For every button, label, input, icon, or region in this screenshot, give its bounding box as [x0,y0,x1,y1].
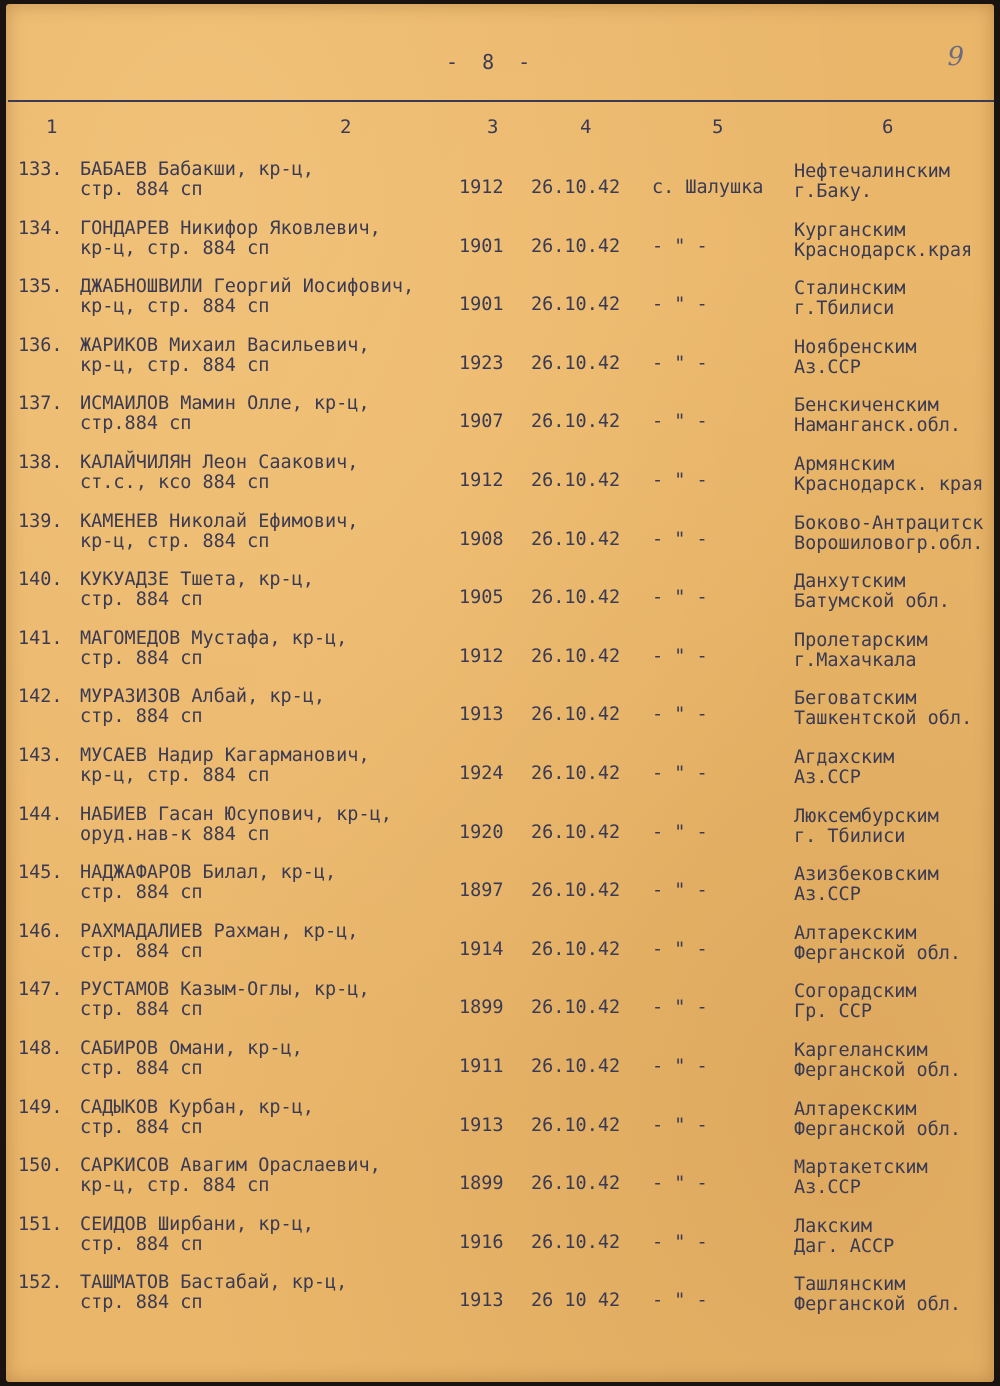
record-district: Боково-Антрацитск [794,512,984,534]
table-row [6,215,994,274]
record-date: 26.10.42 [531,1055,621,1077]
record-number: 146. [18,920,63,942]
record-name: МАГОМЕДОВ Мустафа, кр-ц, [80,627,348,649]
record-date: 26.10.42 [531,821,621,843]
record-region: Ферганской обл. [794,1059,962,1081]
record-district: Каргеланским [794,1039,928,1061]
record-region: г. Тбилиси [794,825,906,847]
record-region: Гр. ССР [794,1001,872,1023]
record-date: 26.10.42 [531,587,621,609]
record-region: Даг. АССР [794,1235,895,1257]
record-date: 26.10.42 [531,762,621,784]
record-number: 152. [18,1272,63,1294]
document-page [6,4,994,1382]
table-row [6,625,994,684]
column-header-3: 3 [487,116,499,138]
record-name: САБИРОВ Омани, кр-ц, [80,1037,303,1059]
record-place: - " - [652,1055,708,1077]
table-row [6,390,994,449]
record-number: 145. [18,862,63,884]
record-birth-year: 1897 [459,880,504,902]
table-row [6,1152,994,1211]
record-name: РАХМАДАЛИЕВ Рахман, кр-ц, [80,920,359,942]
record-place: - " - [652,469,708,491]
record-unit: кр-ц, стр. 884 сп [80,764,270,786]
record-name: ДЖАБНОШВИЛИ Георгий Иосифович, [80,276,415,298]
record-region: Ферганской обл. [794,1294,962,1316]
record-place: - " - [652,235,708,257]
record-date: 26.10.42 [531,411,621,433]
record-date: 26.10.42 [531,645,621,667]
table-row [6,273,994,332]
record-place: - " - [652,821,708,843]
record-birth-year: 1912 [459,469,504,491]
record-birth-year: 1901 [459,294,504,316]
record-unit: кр-ц, стр. 884 сп [80,237,270,259]
record-birth-year: 1923 [459,352,504,374]
record-date: 26.10.42 [531,1114,621,1136]
column-header-1: 1 [46,116,58,138]
record-region: Аз.ССР [794,766,861,788]
table-row [6,1211,994,1270]
record-unit: стр. 884 сп [80,1292,203,1314]
table-row [6,156,994,215]
record-number: 134. [18,217,63,239]
record-place: - " - [652,938,708,960]
record-name: МУСАЕВ Надир Кагарманович, [80,744,370,766]
record-name: КУКУАДЗЕ Тшета, кр-ц, [80,569,314,591]
record-place: - " - [652,997,708,1019]
table-row [6,918,994,977]
record-place: - " - [652,1231,708,1253]
records-list [6,156,994,1328]
record-unit: стр. 884 сп [80,706,203,728]
record-number: 147. [18,979,63,1001]
record-place: - " - [652,411,708,433]
record-number: 142. [18,686,63,708]
table-row [6,566,994,625]
record-name: РУСТАМОВ Казым-Оглы, кр-ц, [80,979,370,1001]
record-region: Наманганск.обл. [794,415,962,437]
record-number: 133. [18,159,63,180]
record-number: 137. [18,393,63,415]
column-header-row [6,116,994,142]
record-date: 26.10.42 [531,352,621,374]
header-rule [8,100,994,102]
record-birth-year: 1912 [459,177,504,198]
record-district: Алтарекским [794,922,917,944]
record-region: Аз.ССР [794,884,861,906]
table-row [6,1094,994,1153]
record-number: 138. [18,451,63,473]
record-place: - " - [652,1173,708,1195]
record-unit: стр. 884 сп [80,589,203,611]
record-region: Батумской обл. [794,591,950,613]
record-name: ЖАРИКОВ Михаил Васильевич, [80,334,370,356]
record-unit: стр. 884 сп [80,1233,203,1255]
record-district: Алтарекским [794,1098,917,1120]
record-region: Краснодарск. края [794,473,984,495]
record-region: Краснодарск.края [794,239,973,261]
record-number: 149. [18,1096,63,1118]
record-name: САРКИСОВ Авагим Ораслаевич, [80,1155,381,1177]
record-number: 141. [18,627,63,649]
record-place: - " - [652,294,708,316]
record-birth-year: 1912 [459,645,504,667]
column-header-5: 5 [712,116,724,138]
record-region: г.Баку. [794,181,872,202]
record-date: 26.10.42 [531,235,621,257]
record-region: Ворошиловогр.обл. [794,532,984,554]
record-district: Ноябренским [794,336,917,358]
record-number: 148. [18,1037,63,1059]
record-district: Беговатским [794,688,917,710]
record-region: г.Тбилиси [794,298,895,320]
record-district: Пролетарским [794,629,928,651]
page-number: - 8 - [446,50,537,74]
record-place: с. Шалушка [652,177,764,198]
record-date: 26.10.42 [531,294,621,316]
record-unit: стр. 884 сп [80,999,203,1021]
record-region: г.Махачкала [794,649,917,671]
table-row [6,683,994,742]
record-district: Сталинским [794,278,906,300]
record-name: НАБИЕВ Гасан Юсупович, кр-ц, [80,803,392,825]
record-place: - " - [652,1290,708,1312]
record-name: СЕИДОВ Ширбани, кр-ц, [80,1213,314,1235]
record-unit: стр. 884 сп [80,940,203,962]
record-date: 26.10.42 [531,997,621,1019]
record-place: - " - [652,587,708,609]
record-place: - " - [652,704,708,726]
record-date: 26.10.42 [531,938,621,960]
table-row [6,1269,994,1328]
record-name: МУРАЗИЗОВ Албай, кр-ц, [80,686,326,708]
record-date: 26.10.42 [531,1173,621,1195]
record-birth-year: 1899 [459,997,504,1019]
record-unit: оруд.нав-к 884 сп [80,823,270,845]
column-header-6: 6 [882,116,894,138]
record-district: Люксембурским [794,805,939,827]
record-birth-year: 1905 [459,587,504,609]
record-birth-year: 1911 [459,1055,504,1077]
record-region: Ферганской обл. [794,1118,962,1140]
record-place: - " - [652,880,708,902]
column-header-4: 4 [580,116,592,138]
table-row [6,859,994,918]
record-district: Ташлянским [794,1274,906,1296]
table-row [6,976,994,1035]
record-unit: стр. 884 сп [80,1057,203,1079]
record-date: 26.10.42 [531,528,621,550]
record-district: Данхутским [794,571,906,593]
table-row [6,801,994,860]
record-district: Курганским [794,219,906,241]
record-district: Армянским [794,453,895,475]
record-name: НАДЖАФАРОВ Билал, кр-ц, [80,862,337,884]
record-birth-year: 1899 [459,1173,504,1195]
record-date: 26.10.42 [531,704,621,726]
record-unit: кр-ц, стр. 884 сп [80,354,270,376]
record-unit: стр. 884 сп [80,882,203,904]
record-birth-year: 1908 [459,528,504,550]
record-number: 144. [18,803,63,825]
record-region: Аз.ССР [794,356,861,378]
record-number: 140. [18,569,63,591]
record-name: ТАШМАТОВ Бастабай, кр-ц, [80,1272,348,1294]
record-birth-year: 1913 [459,704,504,726]
record-name: БАБАЕВ Бабакши, кр-ц, [80,159,314,180]
record-birth-year: 1901 [459,235,504,257]
record-name: ГОНДАРЕВ Никифор Яковлевич, [80,217,381,239]
record-unit: ст.с., ксо 884 сп [80,471,270,493]
record-name: ИСМАИЛОВ Мамин Олле, кр-ц, [80,393,370,415]
record-region: Ферганской обл. [794,942,962,964]
record-district: Мартакетским [794,1157,928,1179]
record-name: КАМЕНЕВ Николай Ефимович, [80,510,359,532]
record-date: 26.10.42 [531,469,621,491]
table-row [6,449,994,508]
record-district: Бенскиченским [794,395,939,417]
table-row [6,742,994,801]
record-number: 150. [18,1155,63,1177]
record-place: - " - [652,645,708,667]
record-district: Согорадским [794,981,917,1003]
record-place: - " - [652,528,708,550]
record-birth-year: 1913 [459,1114,504,1136]
record-birth-year: 1913 [459,1290,504,1312]
record-unit: стр. 884 сп [80,647,203,669]
table-row [6,332,994,391]
column-header-2: 2 [340,116,352,138]
record-name: КАЛАЙЧИЛЯН Леон Саакович, [80,451,359,473]
archive-page-mark: 9 [947,42,964,72]
record-place: - " - [652,352,708,374]
record-unit: стр. 884 сп [80,179,203,200]
record-unit: стр. 884 сп [80,1116,203,1138]
record-name: САДЫКОВ Курбан, кр-ц, [80,1096,314,1118]
record-number: 143. [18,744,63,766]
record-unit: кр-ц, стр. 884 сп [80,1175,270,1197]
record-unit: кр-ц, стр. 884 сп [80,296,270,318]
record-region: Ташкентской обл. [794,708,973,730]
table-row [6,1035,994,1094]
record-number: 139. [18,510,63,532]
record-district: Лакским [794,1215,872,1237]
record-district: Нефтечалинским [794,161,950,182]
record-date: 26 10 42 [531,1290,621,1312]
record-number: 135. [18,276,63,298]
record-birth-year: 1924 [459,762,504,784]
record-birth-year: 1907 [459,411,504,433]
record-unit: стр.884 сп [80,413,192,435]
record-district: Агдахским [794,746,895,768]
record-place: - " - [652,762,708,784]
record-region: Аз.ССР [794,1177,861,1199]
record-district: Азизбековским [794,864,939,886]
record-birth-year: 1920 [459,821,504,843]
record-number: 151. [18,1213,63,1235]
table-row [6,508,994,567]
record-birth-year: 1916 [459,1231,504,1253]
record-place: - " - [652,1114,708,1136]
record-date: 26.10.42 [531,880,621,902]
record-unit: кр-ц, стр. 884 сп [80,530,270,552]
record-birth-year: 1914 [459,938,504,960]
record-date: 26.10.42 [531,1231,621,1253]
record-date: 26.10.42 [531,177,621,198]
record-number: 136. [18,334,63,356]
